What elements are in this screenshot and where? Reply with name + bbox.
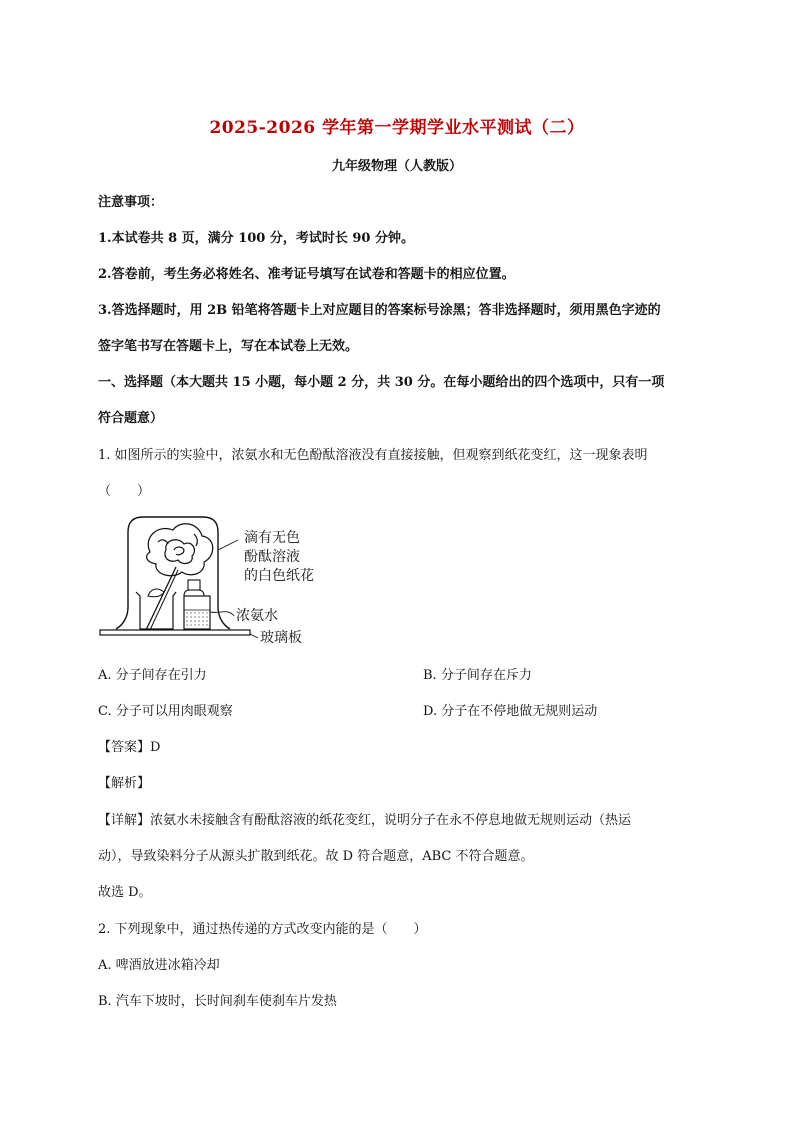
exam-title: 2025-2026 学年第一学期学业水平测试（二） (209, 118, 585, 138)
q1-option-b: B. 分子间存在斥力 (423, 668, 532, 683)
section-heading: 一、选择题（本大题共 15 小题，每小题 2 分，共 30 分。在每小题给出的四个选项中，只有一项 (98, 375, 665, 390)
question-2-stem: 2. 下列现象中，通过热传递的方式改变内能的是（ ） (98, 922, 427, 937)
notice-item-1: 1.本试卷共 8 页，满分 100 分，考试时长 90 分钟。 (98, 231, 414, 246)
paper-flower-shape (147, 524, 213, 576)
q1-conclusion: 故选 D。 (98, 885, 152, 900)
notice-item-3-cont: 签字笔书写在答题卡上，写在本试卷上无效。 (98, 339, 359, 354)
q1-analysis-heading: 【解析】 (98, 776, 151, 791)
section-heading-cont: 符合题意） (98, 411, 164, 426)
q1-answer: 【答案】D (98, 740, 161, 755)
q1-detail-line2: 动），导致染料分子从源头扩散到纸花。故 D 符合题意，ABC 不符合题意。 (98, 849, 534, 864)
label-ammonia: 浓氨水 (236, 608, 278, 624)
leaf-shape (148, 589, 164, 597)
q2-option-a: A. 啤酒放进冰箱冷却 (98, 958, 220, 973)
q1-option-c: C. 分子可以用肉眼观察 (98, 704, 233, 719)
q1-detail-line1: 【详解】浓氨水未接触含有酚酞溶液的纸花变红，说明分子在永不停息地做无规则运动（热运 (98, 813, 632, 828)
label-flower-line2: 酚酞溶液 (244, 549, 300, 565)
ammonia-bottle-shape (184, 580, 210, 629)
notice-item-2: 2.答卷前，考生务必将姓名、准考证号填写在试卷和答题卡的相应位置。 (98, 267, 515, 282)
experiment-figure (98, 512, 348, 647)
glass-plate-shape (100, 630, 250, 635)
q2-option-b: B. 汽车下坡时，长时间刹车使刹车片发热 (98, 994, 337, 1009)
label-flower-line1: 滴有无色 (244, 530, 300, 546)
label-flower-line3: 的白色纸花 (244, 568, 314, 584)
notice-item-3: 3.答选择题时，用 2B 铅笔将答题卡上对应题目的答案标号涂黑；答非选择题时，须用黑色字迹的 (98, 303, 661, 318)
exam-subtitle: 九年级物理（人教版） (331, 159, 462, 174)
q1-option-d: D. 分子在不停地做无规则运动 (423, 704, 598, 719)
label-glass-plate: 玻璃板 (260, 630, 302, 646)
question-1-stem-cont: （ ） (98, 484, 151, 499)
question-1-stem: 1. 如图所示的实验中，浓氨水和无色酚酞溶液没有直接接触，但观察到纸花变红，这一现象表明 (98, 448, 648, 463)
notice-heading: 注意事项： (98, 195, 164, 210)
q1-option-a: A. 分子间存在引力 (98, 668, 207, 683)
